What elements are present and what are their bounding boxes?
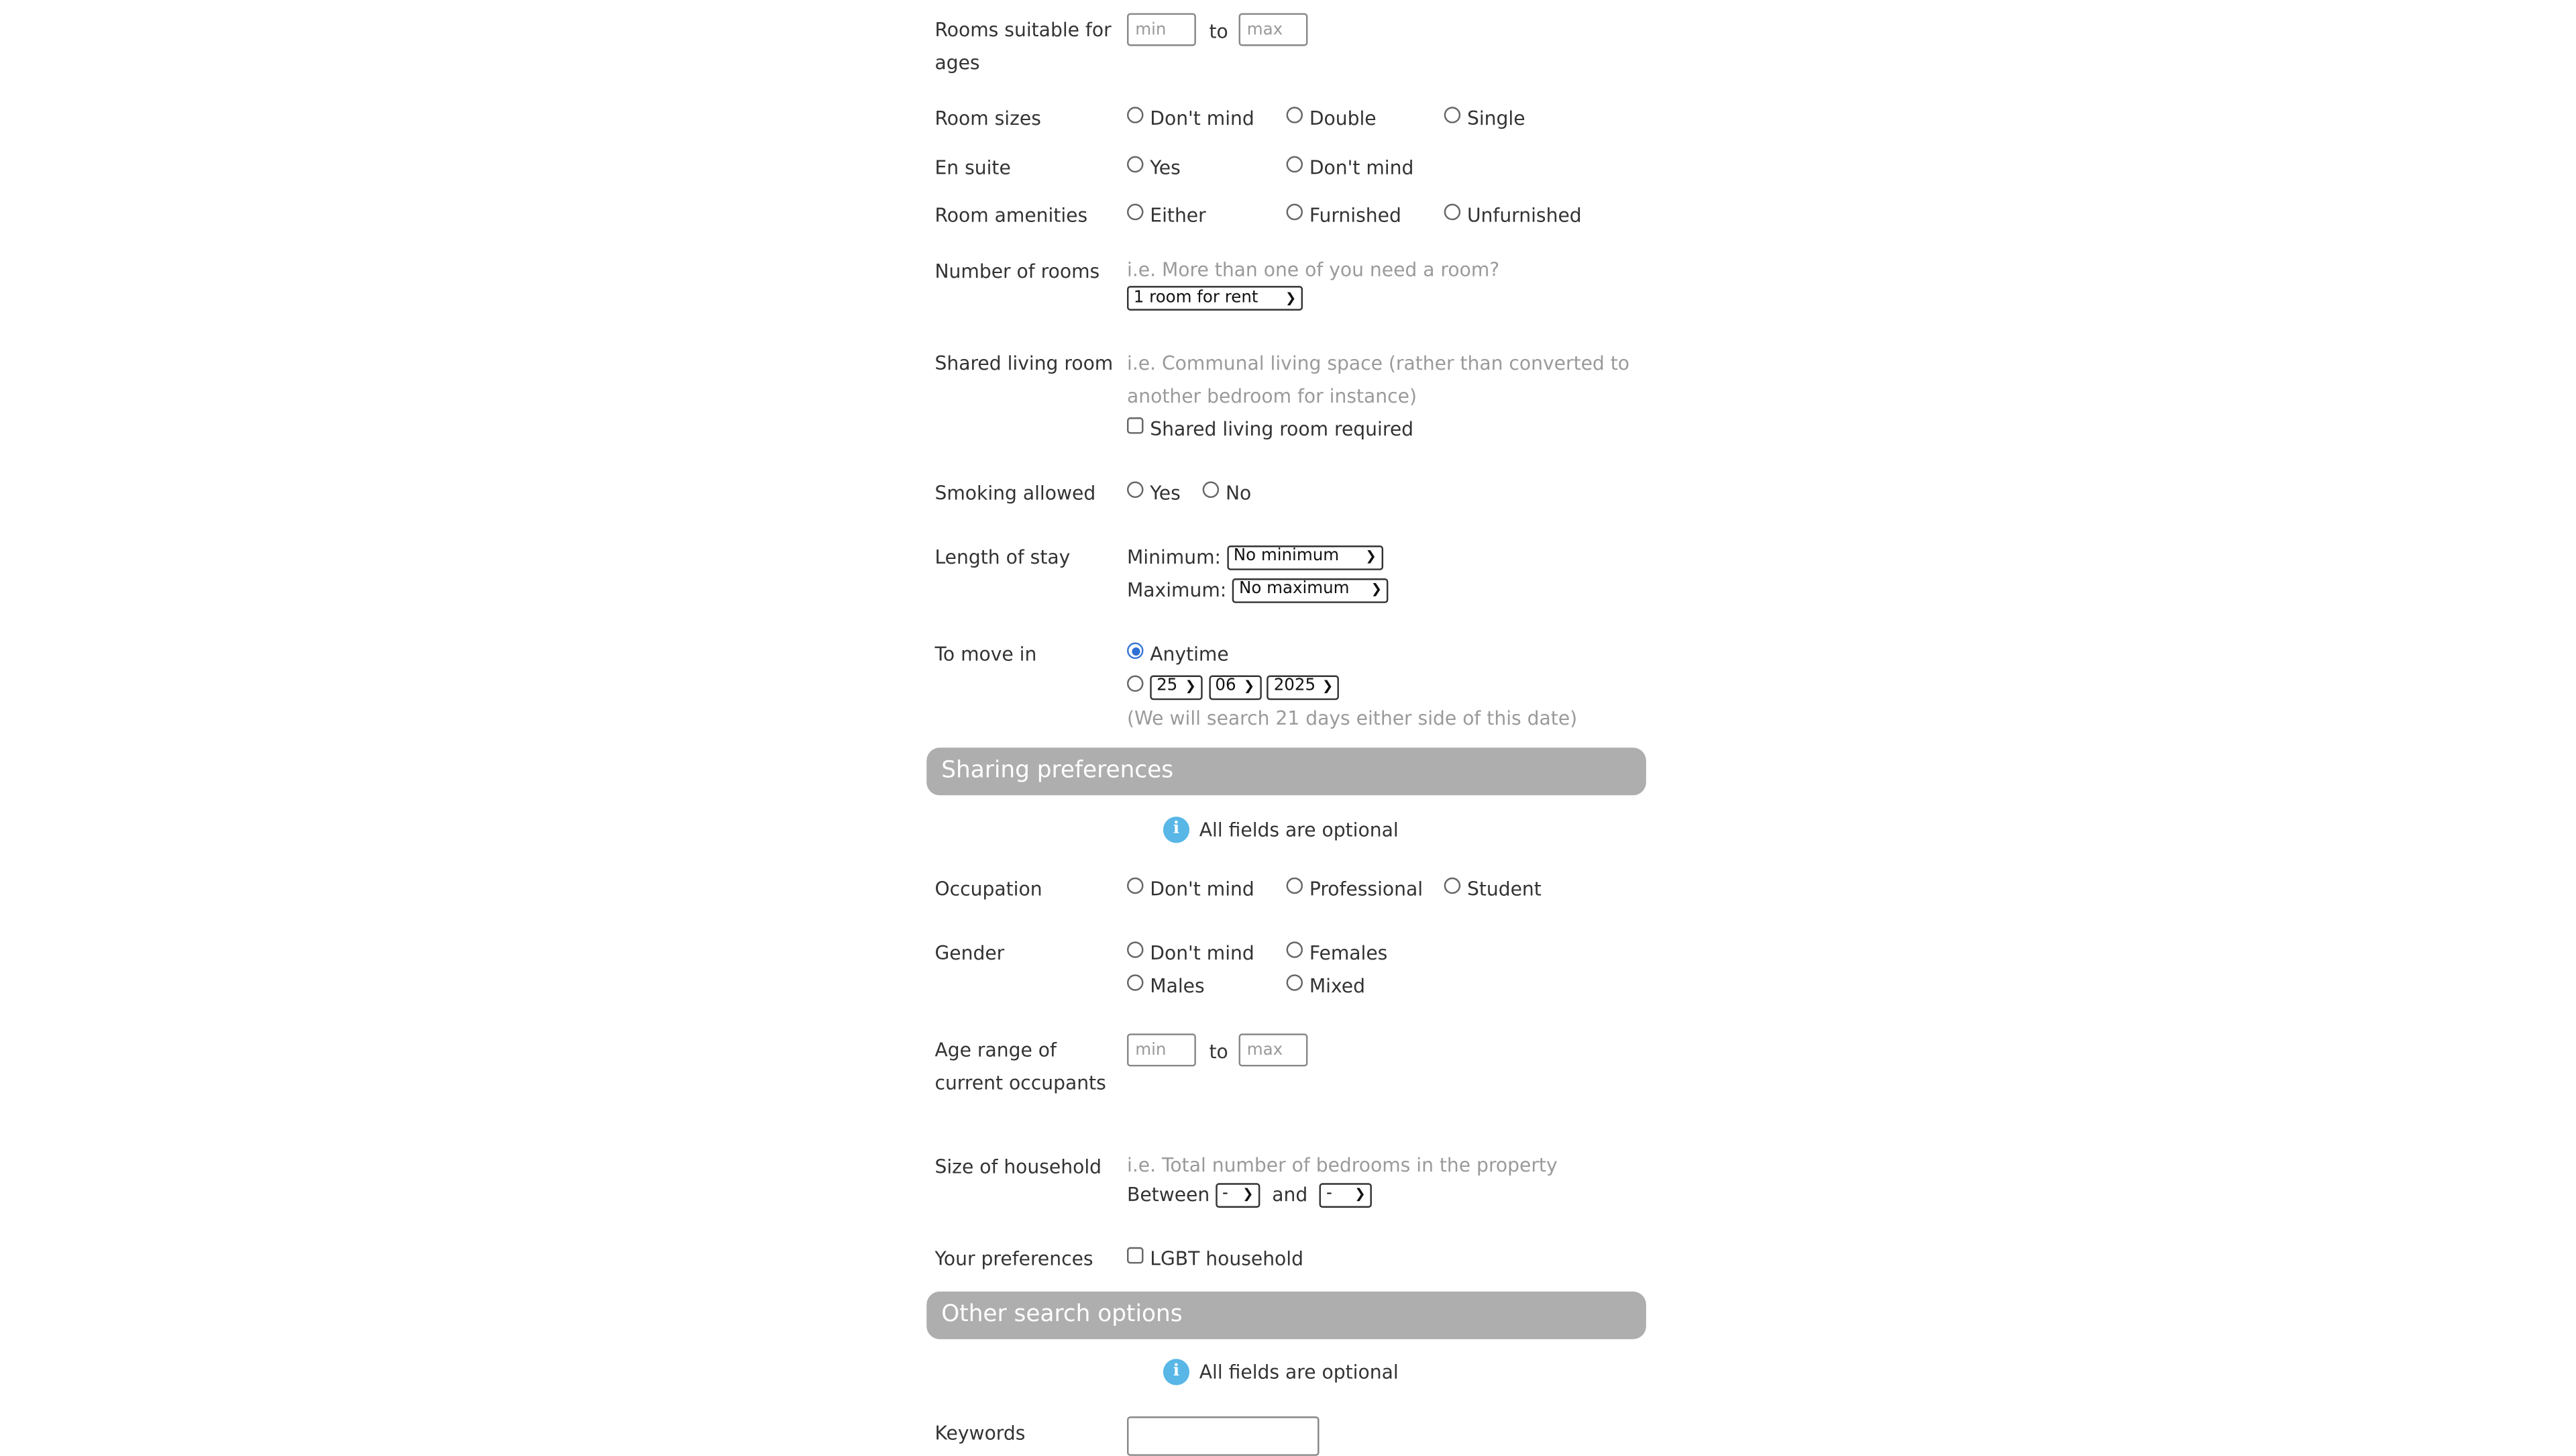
lgbt-household-checkbox[interactable] [1127, 1242, 1303, 1275]
en-suite-label: En suite [934, 156, 1011, 179]
max-stay-label: Maximum: [1127, 578, 1227, 602]
gender-mixed-option[interactable] [1287, 970, 1365, 1002]
en-suite-yes-option[interactable] [1127, 151, 1181, 184]
smoking-option-label: Yes [1150, 481, 1181, 505]
optional-note-text: All fields are optional [1199, 818, 1399, 841]
radio-icon[interactable] [1287, 107, 1303, 123]
en-suite-dont-mind-option[interactable] [1287, 151, 1414, 184]
other-search-options-header: Other search options [926, 1292, 1646, 1339]
number-of-rooms-label: Number of rooms [934, 259, 1100, 283]
chevron-down-icon: ❯ [1243, 678, 1255, 694]
occupation-label: Occupation [934, 877, 1042, 901]
radio-icon[interactable] [1127, 107, 1143, 123]
occupation-option-label: Student [1466, 877, 1542, 901]
move-in-date-radio[interactable] [1127, 676, 1143, 692]
radio-selected-icon[interactable] [1127, 643, 1143, 659]
radio-icon[interactable] [1287, 156, 1303, 172]
chevron-down-icon: ❯ [1322, 678, 1334, 694]
en-suite-option-label: Yes [1150, 156, 1181, 179]
move-in-anytime-label: Anytime [1150, 642, 1229, 666]
info-icon: i [1163, 1359, 1189, 1385]
room-size-option-label: Single [1466, 107, 1525, 130]
room-amenities-label: Room amenities [934, 203, 1088, 227]
smoking-label: Smoking allowed [934, 481, 1096, 505]
shared-living-checkbox-label: Shared living room required [1150, 417, 1414, 441]
age-range-max-input[interactable] [1239, 1033, 1308, 1066]
max-stay-select[interactable] [1232, 578, 1389, 603]
household-from-value: - [1222, 1184, 1228, 1203]
length-of-stay-label: Length of stay [934, 545, 1071, 569]
number-of-rooms-select[interactable] [1127, 286, 1303, 311]
shared-living-hint-line1: i.e. Communal living space (rather than converted to [1127, 352, 1630, 375]
rooms-ages-label: Rooms suitable for ages [934, 17, 1112, 74]
amenities-either-option[interactable] [1127, 199, 1206, 231]
household-and-text: and [1272, 1183, 1308, 1206]
shared-living-hint-line2: another bedroom for instance) [1127, 384, 1417, 408]
info-icon: i [1163, 817, 1189, 843]
radio-icon[interactable] [1444, 204, 1460, 220]
gender-option-label: Males [1150, 974, 1205, 998]
move-in-label: To move in [934, 642, 1037, 666]
room-size-double-option[interactable] [1287, 102, 1377, 135]
min-stay-value: No minimum [1233, 547, 1340, 566]
radio-icon[interactable] [1203, 482, 1219, 498]
amenities-furnished-option[interactable] [1287, 199, 1401, 231]
radio-icon[interactable] [1287, 878, 1303, 894]
chevron-down-icon: ❯ [1242, 1186, 1254, 1202]
occupation-option-label: Don't mind [1150, 877, 1254, 901]
move-in-year-value: 2025 [1273, 676, 1316, 695]
amenities-unfurnished-option[interactable] [1444, 199, 1582, 231]
chevron-down-icon: ❯ [1365, 548, 1377, 564]
room-size-option-label: Double [1309, 107, 1377, 130]
radio-icon[interactable] [1444, 878, 1460, 894]
min-stay-select[interactable] [1227, 545, 1383, 570]
household-size-hint: i.e. Total number of bedrooms in the property [1127, 1153, 1558, 1177]
shared-living-room-label: Shared living room [934, 352, 1114, 375]
max-stay-value: No maximum [1239, 580, 1350, 599]
min-stay-label: Minimum: [1127, 545, 1222, 569]
occupation-dont-mind-option[interactable] [1127, 872, 1254, 905]
chevron-down-icon: ❯ [1185, 678, 1196, 694]
move-in-day-select[interactable] [1150, 674, 1202, 699]
room-sizes-label: Room sizes [934, 107, 1041, 130]
amenities-option-label: Furnished [1309, 203, 1401, 227]
chevron-down-icon: ❯ [1285, 290, 1297, 305]
number-of-rooms-value: 1 room for rent [1133, 288, 1258, 307]
age-range-min-input[interactable] [1127, 1033, 1196, 1066]
rooms-ages-min-input[interactable] [1127, 13, 1196, 46]
amenities-option-label: Unfurnished [1466, 203, 1582, 227]
rooms-ages-to-text: to [1209, 19, 1228, 43]
checkbox-icon[interactable] [1127, 1247, 1143, 1263]
radio-icon[interactable] [1127, 941, 1143, 957]
lgbt-household-label: LGBT household [1150, 1247, 1303, 1271]
occupation-student-option[interactable] [1444, 872, 1542, 905]
gender-option-label: Mixed [1309, 974, 1365, 998]
radio-icon[interactable] [1287, 204, 1303, 220]
number-of-rooms-hint: i.e. More than one of you need a room? [1127, 258, 1500, 281]
gender-dont-mind-option[interactable] [1127, 937, 1254, 970]
radio-icon[interactable] [1444, 107, 1460, 123]
room-size-dont-mind-option[interactable] [1127, 102, 1254, 135]
move-in-month-value: 06 [1215, 676, 1236, 695]
optional-note-text-2: All fields are optional [1199, 1360, 1399, 1384]
amenities-option-label: Either [1150, 203, 1206, 227]
gender-label: Gender [934, 941, 1005, 965]
household-to-value: - [1326, 1184, 1332, 1203]
chevron-down-icon: ❯ [1354, 1186, 1366, 1202]
rooms-ages-max-input[interactable] [1239, 13, 1308, 46]
gender-option-label: Don't mind [1150, 941, 1254, 965]
sharing-preferences-header: Sharing preferences [926, 747, 1646, 795]
room-size-option-label: Don't mind [1150, 107, 1254, 130]
move-in-anytime-option[interactable] [1127, 637, 1229, 670]
en-suite-option-label: Don't mind [1309, 156, 1414, 179]
chevron-down-icon: ❯ [1371, 581, 1383, 596]
smoking-yes-option[interactable] [1127, 476, 1181, 509]
gender-option-label: Females [1309, 941, 1388, 965]
move-in-year-select[interactable] [1267, 674, 1340, 699]
smoking-option-label: No [1225, 481, 1252, 505]
radio-icon[interactable] [1127, 482, 1143, 498]
occupation-option-label: Professional [1309, 877, 1424, 901]
radio-icon[interactable] [1127, 204, 1143, 220]
age-range-to-text: to [1209, 1040, 1228, 1063]
radio-icon[interactable] [1287, 941, 1303, 957]
gender-males-option[interactable] [1127, 970, 1205, 1002]
move-in-note: (We will search 21 days either side of this date) [1127, 707, 1578, 730]
keywords-input[interactable] [1127, 1416, 1320, 1456]
radio-icon[interactable] [1127, 156, 1143, 172]
shared-living-room-checkbox[interactable] [1127, 413, 1413, 446]
your-preferences-label: Your preferences [934, 1247, 1093, 1271]
radio-icon[interactable] [1127, 974, 1143, 990]
move-in-day-value: 25 [1157, 676, 1178, 695]
optional-note [1163, 813, 1399, 846]
occupation-professional-option[interactable] [1287, 872, 1424, 905]
gender-females-option[interactable] [1287, 937, 1388, 970]
optional-note-2 [1163, 1355, 1399, 1388]
household-from-select[interactable] [1216, 1182, 1260, 1207]
household-to-select[interactable] [1320, 1182, 1372, 1207]
move-in-month-select[interactable] [1209, 674, 1261, 699]
age-range-label: Age range of current occupants [934, 1038, 1106, 1095]
household-size-label: Size of household [934, 1155, 1102, 1178]
checkbox-icon[interactable] [1127, 417, 1143, 433]
keywords-label: Keywords [934, 1421, 1026, 1445]
radio-icon[interactable] [1287, 974, 1303, 990]
room-size-single-option[interactable] [1444, 102, 1525, 135]
smoking-no-option[interactable] [1203, 476, 1252, 509]
household-between-text: Between [1127, 1183, 1210, 1206]
radio-icon[interactable] [1127, 878, 1143, 894]
